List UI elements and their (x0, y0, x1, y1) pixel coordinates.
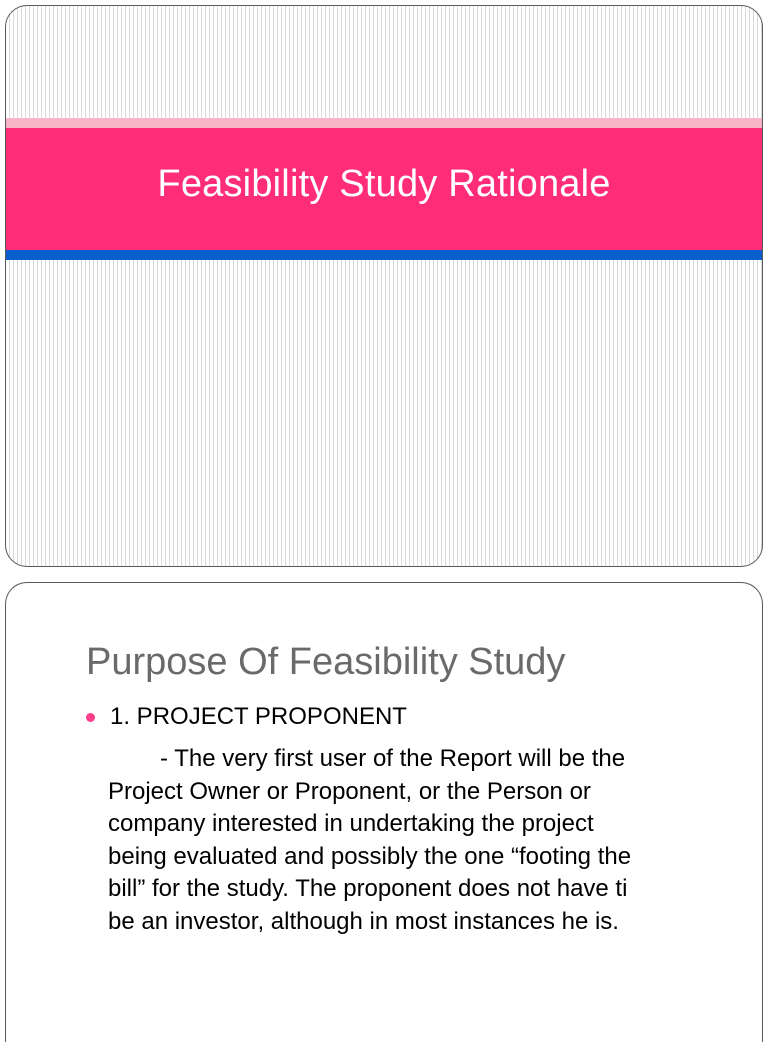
slide-title: Feasibility Study Rationale (157, 162, 611, 205)
title-slide (5, 5, 763, 567)
body-line: bill” for the study. The proponent does not have ti (108, 875, 628, 902)
title-band (6, 128, 762, 250)
title-band-underline (6, 250, 762, 260)
body-line: being evaluated and possibly the one “footing the (108, 842, 632, 870)
body-paragraph (108, 743, 748, 938)
bullet-label: 1. PROJECT PROPONENT (110, 703, 407, 730)
title-band-highlight (6, 118, 762, 128)
slide-heading: Purpose Of Feasibility Study (86, 641, 566, 683)
bullet-dot-icon (86, 713, 95, 722)
body-line: - The very first user of the Report will be the (160, 745, 626, 772)
body-line: be an investor, although in most instances he is. (108, 907, 619, 935)
body-line: Project Owner or Proponent, or the Person or (108, 777, 591, 805)
body-line: company interested in undertaking the project (108, 810, 594, 837)
content-slide (5, 582, 763, 1042)
bullet-item (86, 703, 407, 731)
